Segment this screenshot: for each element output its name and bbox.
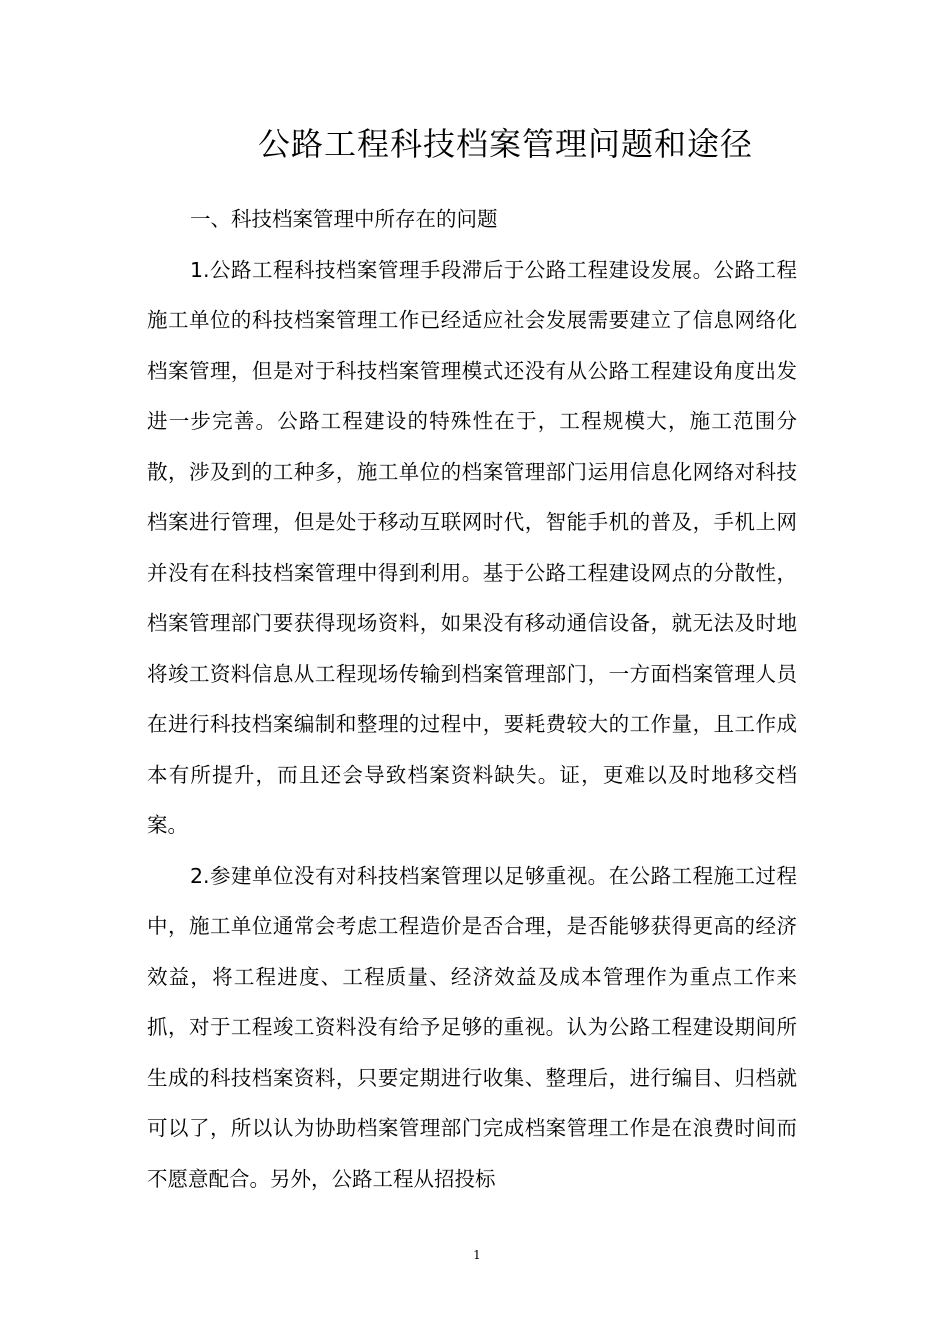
page-number: 1	[473, 1248, 481, 1262]
section-heading: 一、科技档案管理中所存在的问题	[190, 207, 498, 231]
document-title: 公路工程科技档案管理问题和途径	[258, 125, 754, 163]
paragraph-2: 2.参建单位没有对科技档案管理以足够重视。在公路工程施工过程中，施工单位通常会考虑工程造价是否合理，是否能够获得更高的经济效益，将工程进度、工程质量、经济效益及成本管理作为重点工作来抓，对于工程竣工资料没有给予足够的重视。认为公路工程建设期间所生成的科技档案资料，只要定期进行收集、整理后，进行编目、归档就可以了，所以认为协助档案管理部门完成档案管理工作是在浪费时间而不愿意配合。另外，公路工程从招投标	[147, 863, 797, 1191]
paragraph-1: 1.公路工程科技档案管理手段滞后于公路工程建设发展。公路工程施工单位的科技档案管理工作已经适应社会发展需要建立了信息网络化档案管理，但是对于科技档案管理模式还没有从公路工程建设角度出发进一步完善。公路工程建设的特殊性在于，工程规模大，施工范围分散，涉及到的工种多，施工单位的档案管理部门运用信息化网络对科技档案进行管理，但是处于移动互联网时代，智能手机的普及，手机上网并没有在科技档案管理中得到利用。基于公路工程建设网点的分散性，档案管理部门要获得现场资料，如果没有移动通信设备，就无法及时地将竣工资料信息从工程现场传输到档案管理部门，一方面档案管理人员在进行科技档案编制和整理的过程中，要耗费较大的工作量，且工作成本有所提升，而且还会导致档案资料缺失。证，更难以及时地移交档案。	[147, 257, 797, 837]
document-body	[147, 194, 797, 1204]
